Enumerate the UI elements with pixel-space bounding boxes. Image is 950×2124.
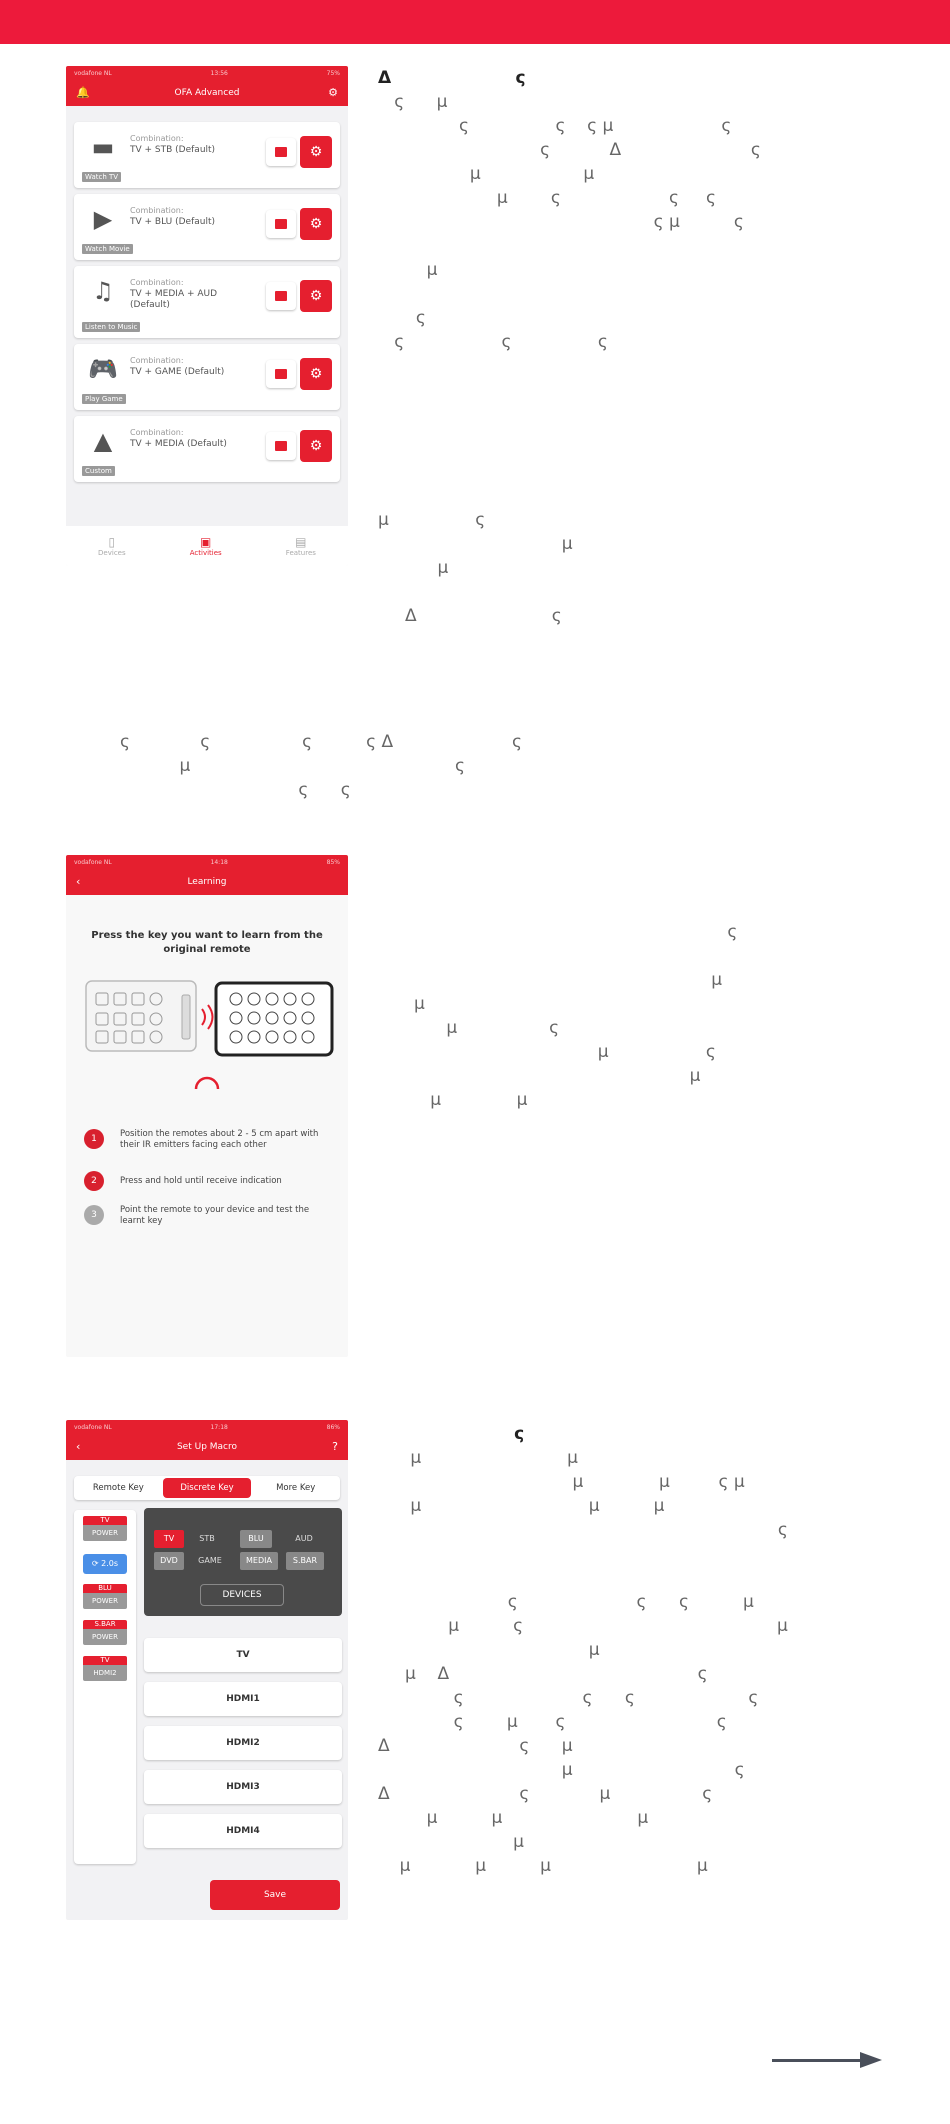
gear-icon: ⚙ <box>309 438 323 454</box>
screenshot-macro <box>66 1420 348 1920</box>
features-icon: ▤ <box>295 535 307 549</box>
text-line: μ <box>378 558 449 578</box>
text-line: ς ς ς ς <box>378 1688 759 1708</box>
device-stb[interactable]: STB <box>199 1534 215 1543</box>
text-line: μ μ <box>378 1448 578 1468</box>
combination-label: Combination: <box>130 206 184 215</box>
settings-button[interactable] <box>300 136 332 168</box>
page-title: Learning <box>187 877 227 887</box>
gear-icon: ⚙ <box>309 216 323 232</box>
settings-button[interactable] <box>300 430 332 462</box>
activity-card[interactable] <box>74 194 340 260</box>
combination-label: Combination: <box>130 134 184 143</box>
text-line: ς ς <box>120 780 351 800</box>
combination-label: Combination: <box>130 428 184 437</box>
loading-spinner-icon <box>192 1073 222 1093</box>
combination-label: Combination: <box>130 356 184 365</box>
text-block-1 <box>378 66 918 366</box>
device-tv[interactable]: TV <box>154 1530 184 1548</box>
key-type-segments <box>74 1476 340 1500</box>
text-line: μ μ <box>414 1090 528 1110</box>
input-button-hdmi3[interactable]: HDMI3 <box>144 1770 342 1804</box>
status-bar <box>66 855 348 869</box>
carrier-text: vodafone NL <box>74 1423 112 1431</box>
text-line: ς <box>378 1520 788 1540</box>
nav-bar <box>66 80 348 106</box>
save-button[interactable]: Save <box>210 1880 340 1910</box>
text-line: μ Δ ς <box>378 1664 708 1684</box>
text-line: μ ς <box>414 1042 716 1062</box>
clock-text: 13:56 <box>210 69 228 77</box>
help-icon[interactable]: ? <box>332 1440 338 1453</box>
device-game[interactable]: GAME <box>198 1556 222 1565</box>
text-line: μ <box>414 994 425 1014</box>
tv-icon: ▬ <box>91 133 115 161</box>
text-line: ς μ ς <box>378 212 744 232</box>
music-icon: ♫ <box>92 277 114 305</box>
text-line: ς <box>414 922 738 942</box>
text-line: μ μ μ μ <box>378 1856 708 1876</box>
clock-text: 14:18 <box>210 858 228 866</box>
activity-card[interactable] <box>74 344 340 410</box>
text-line: μ <box>414 970 723 990</box>
text-line: ς <box>378 1424 525 1444</box>
gear-icon: ⚙ <box>309 366 323 382</box>
macro-step[interactable]: BLU POWER <box>83 1584 127 1609</box>
image-icon: ▲ <box>93 427 113 455</box>
text-line: Δ ς <box>378 68 526 88</box>
tab-activities[interactable]: ▣ Activities <box>189 535 222 557</box>
tab-discrete-key[interactable]: Discrete Key <box>163 1478 252 1498</box>
activity-card[interactable] <box>74 416 340 482</box>
text-line: μ <box>378 260 438 280</box>
tab-remote-key[interactable]: Remote Key <box>92 1483 144 1493</box>
text-line: μ <box>378 534 573 554</box>
devices-button[interactable]: DEVICES <box>200 1584 284 1606</box>
tab-features[interactable]: ▤ Features <box>285 535 316 557</box>
text-line: μ <box>414 1066 701 1086</box>
remote-icon: ▯ <box>108 535 116 549</box>
text-line: ς μ ς ς <box>378 1712 727 1732</box>
back-icon[interactable]: ‹ <box>76 875 81 888</box>
page-title: Set Up Macro <box>176 1442 238 1452</box>
header-bar <box>0 0 950 44</box>
text-line: μ μ <box>378 164 595 184</box>
text-line: μ ς <box>120 756 466 776</box>
screenshot-activities <box>66 66 348 566</box>
input-button-hdmi2[interactable]: HDMI2 <box>144 1726 342 1760</box>
macro-step[interactable]: S.BAR POWER <box>83 1620 127 1645</box>
film-icon: ▶ <box>93 205 113 233</box>
remote-button[interactable] <box>266 360 296 388</box>
macro-step[interactable]: TV POWER <box>83 1516 127 1541</box>
text-line: μ ς <box>414 1018 560 1038</box>
gamepad-icon: 🎮 <box>88 355 118 383</box>
macro-step-list <box>74 1510 136 1864</box>
remote-button[interactable] <box>266 282 296 310</box>
activities-icon: ▣ <box>200 535 212 549</box>
tab-bar <box>66 526 348 566</box>
device-panel <box>144 1508 342 1616</box>
text-line: μ ς μ <box>378 1616 788 1636</box>
combination-value: TV + GAME (Default) <box>130 367 225 377</box>
combination-label: Combination: <box>130 278 184 287</box>
carrier-text: vodafone NL <box>74 69 112 77</box>
text-line: μ ς <box>378 1760 745 1780</box>
text-line: Δ ς <box>378 606 562 626</box>
timer-icon: ⟳ <box>91 1559 102 1568</box>
input-button-hdmi1[interactable]: HDMI1 <box>144 1682 342 1716</box>
back-icon[interactable]: ‹ <box>76 1440 81 1453</box>
status-bar <box>66 1420 348 1434</box>
next-page-arrow-icon[interactable] <box>772 2052 882 2068</box>
text-line: ς <box>378 308 426 328</box>
device-media[interactable]: MEDIA <box>240 1552 278 1570</box>
text-line: ς ς ς ς Δ ς <box>120 732 522 752</box>
clock-text: 17:18 <box>210 1423 228 1431</box>
battery-text: 75% <box>326 69 340 77</box>
settings-button[interactable] <box>300 280 332 312</box>
nav-bar <box>66 1434 348 1460</box>
text-line: μ ς <box>378 510 486 530</box>
device-dvd[interactable]: DVD <box>154 1552 184 1570</box>
activity-tag: Custom <box>82 466 115 476</box>
text-line: μ <box>378 1832 524 1852</box>
tab-more-key[interactable]: More Key <box>276 1483 316 1493</box>
text-line: μ μ μ <box>378 1496 665 1516</box>
remote-button[interactable] <box>266 210 296 238</box>
gear-icon[interactable]: ⚙ <box>328 86 338 99</box>
text-block-4 <box>378 1422 918 2042</box>
settings-button[interactable] <box>300 358 332 390</box>
input-button-tv[interactable]: TV <box>144 1638 342 1672</box>
text-block-1b <box>378 508 918 648</box>
text-line: ς ς ς <box>378 332 608 352</box>
text-line: μ ς ς ς <box>378 188 716 208</box>
activity-card[interactable] <box>74 266 340 338</box>
text-block-2 <box>120 730 920 820</box>
gear-icon: ⚙ <box>309 144 323 160</box>
text-line: μ <box>378 1640 600 1660</box>
device-blu[interactable]: BLU <box>240 1530 272 1548</box>
settings-button[interactable] <box>300 208 332 240</box>
macro-step[interactable]: TV HDMI2 <box>83 1656 127 1681</box>
device-aud[interactable]: AUD <box>295 1534 313 1543</box>
text-line: μ μ ς μ <box>378 1472 745 1492</box>
learning-instruction: Press the key you want to learn from the original remote <box>91 930 323 955</box>
bell-icon[interactable]: 🔔 <box>76 86 90 99</box>
activity-tag: Play Game <box>82 394 126 404</box>
remote-button[interactable] <box>266 138 296 166</box>
activity-card[interactable] <box>74 122 340 188</box>
screenshot-learning: vodafone NL 14:18 85% ‹ Learning Press the key you want to learn from the original remote 1 Position the remotes about 2 - 5 cm apart with their IR emitters facing each other 2 Press and hold until receive indication 3 Point the remote to your device and test the learnt key <box>66 855 348 1357</box>
activity-tag: Watch Movie <box>82 244 133 254</box>
tab-devices[interactable]: ▯ Devices <box>98 535 126 557</box>
gear-icon: ⚙ <box>309 288 323 304</box>
combination-value: TV + MEDIA (Default) <box>130 439 227 449</box>
activity-tag: Watch TV <box>82 172 121 182</box>
status-bar <box>66 66 348 80</box>
remote-button[interactable] <box>266 432 296 460</box>
text-line: ς ς ς μ ς <box>378 116 732 136</box>
text-line: ς Δ ς <box>378 140 761 160</box>
combination-value: TV + STB (Default) <box>130 145 216 155</box>
text-line: ς μ <box>378 92 448 112</box>
battery-text: 86% <box>326 1423 340 1431</box>
carrier-text: vodafone NL <box>74 858 112 866</box>
text-line: Δ ς μ ς <box>378 1784 713 1804</box>
combination-value: TV + MEDIA + AUD (Default) <box>130 289 218 310</box>
input-button-hdmi4[interactable]: HDMI4 <box>144 1814 342 1848</box>
combination-value: TV + BLU (Default) <box>130 217 216 227</box>
page-title: OFA Advanced <box>174 88 240 98</box>
device-sbar[interactable]: S.BAR <box>286 1552 324 1570</box>
text-block-3 <box>414 920 914 1140</box>
activity-tag: Listen to Music <box>82 322 140 332</box>
text-line: ς ς ς μ <box>378 1592 754 1612</box>
text-line: μ μ μ <box>378 1808 649 1828</box>
remotes-illustration <box>84 973 334 1063</box>
macro-delay[interactable]: ⟳ 2.0s <box>83 1554 127 1574</box>
nav-bar <box>66 869 348 895</box>
text-line: Δ ς μ <box>378 1736 573 1756</box>
battery-text: 85% <box>326 858 340 866</box>
